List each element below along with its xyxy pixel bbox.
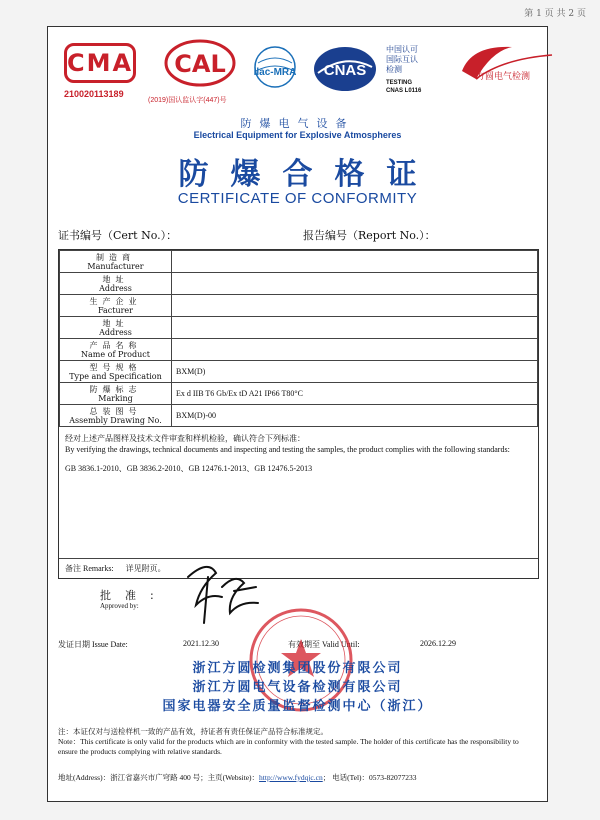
row-value: BXM(D)-00: [172, 405, 538, 427]
table-row: [60, 295, 538, 317]
issue-date-value: 2021.12.30: [183, 639, 219, 648]
cnas-caption-en: TESTING CNAS L0116: [386, 80, 422, 94]
statement-cn: 经对上述产品图样及技术文件审查和样机检验，确认符合下列标准：: [65, 434, 305, 443]
cnas-logo-text: CNAS: [323, 62, 367, 79]
issue-date-label: 发证日期 Issue Date:: [58, 640, 128, 649]
organization-3: 国家电器安全质量监督检测中心（浙江）: [162, 699, 433, 714]
row-value: [172, 295, 538, 317]
approved-label-cn: 批准:: [100, 589, 168, 602]
table-row: [60, 405, 538, 427]
cma-mark: CMA: [64, 43, 136, 83]
conformity-statement: [59, 427, 538, 455]
category-cn: 防爆电气设备: [240, 117, 355, 130]
row-label-cn: 地址: [102, 274, 129, 284]
row-label-cn: 生产企业: [89, 296, 142, 306]
remarks: [59, 558, 538, 578]
row-label-en: Assembly Drawing No.: [69, 415, 162, 425]
cal-logo: [164, 39, 236, 87]
title-en: CERTIFICATE OF CONFORMITY: [177, 190, 418, 207]
cma-number: 210020113189: [64, 89, 124, 99]
organization-2: 浙江方圆电气设备检测有限公司: [192, 680, 403, 695]
remarks-value: 详见附页。: [125, 564, 166, 573]
row-value: [172, 273, 538, 295]
standards-list: GB 3836.1-2010、GB 3836.2-2010、GB 12476.1-2013、GB 12476.5-2013: [65, 464, 313, 473]
table-row: [60, 317, 538, 339]
fangyuan-logo: [452, 41, 562, 91]
table-row: [60, 251, 538, 273]
row-value: [172, 317, 538, 339]
valid-until-label: 有效期至 Valid Until:: [288, 640, 360, 649]
website-link[interactable]: http://www.fydqjc.cn: [259, 773, 323, 782]
row-value: BXM(D): [172, 361, 538, 383]
row-label-en: Marking: [98, 393, 133, 403]
row-label-en: Address: [99, 283, 132, 293]
row-label-cn: 总装图号: [89, 406, 142, 416]
report-number-label: 报告编号（Report No.）：: [303, 229, 436, 242]
row-value: [172, 251, 538, 273]
cma-logo: [64, 43, 136, 99]
row-label-en: Name of Product: [81, 349, 150, 359]
address-text: 地址(Address)：浙江省嘉兴市广穹路 400 号；主页(Website)：: [58, 773, 260, 782]
row-label-cn: 地址: [102, 318, 129, 328]
row-label-cn: 制造商: [96, 252, 135, 262]
table-row: [60, 361, 538, 383]
row-value: Ex d IIB T6 Gb/Ex tD A21 IP66 T80°C: [172, 383, 538, 405]
row-label-en: Facturer: [97, 305, 133, 315]
cal-logo-text: CAL: [174, 50, 226, 78]
cert-number-label: 证书编号（Cert No.）：: [58, 229, 178, 242]
telephone-text: ； 电话(Tel)：0573-82077233: [322, 773, 417, 782]
details-table: [59, 250, 538, 427]
row-label-cn: 防爆标志: [89, 384, 142, 394]
ilac-logo-text: ilac-MRA: [253, 67, 297, 78]
row-label-cn: 型号规格: [89, 362, 142, 372]
table-row: [60, 339, 538, 361]
row-label-cn: 产品名称: [89, 340, 142, 350]
logo-bar: [64, 35, 537, 103]
note-cn: 注：本证仅对与送检样机一致的产品有效，持证者有责任保证产品符合标准规定。: [58, 727, 328, 736]
approved-label-en: Approved by:: [100, 602, 139, 610]
title-cn: 防爆合格证: [178, 157, 439, 192]
row-value: [172, 339, 538, 361]
table-row: [60, 273, 538, 295]
cal-note: (2019)国认监认字(447)号: [148, 97, 227, 104]
cnas-caption-cn: 中国认可 国际互认 检测: [386, 45, 418, 74]
category-en: Electrical Equipment for Explosive Atmospheres: [193, 130, 402, 140]
valid-until-value: 2026.12.29: [420, 639, 456, 648]
statement-en: By verifying the drawings, technical documents and inspecting and testing the samples, the product complies with the following standards:: [65, 445, 510, 454]
certificate: [47, 26, 548, 802]
organization-1: 浙江方圆检测集团股份有限公司: [192, 661, 403, 676]
row-label-en: Manufacturer: [87, 261, 144, 271]
page-number: 第 1 页 共 2 页: [524, 9, 586, 19]
details-box: [58, 249, 539, 579]
row-label-en: Type and Specification: [69, 371, 162, 381]
row-label-en: Address: [99, 327, 132, 337]
notes: [58, 727, 539, 757]
cnas-logo: [312, 43, 378, 95]
fangyuan-name: 方圆电气检测: [476, 72, 531, 82]
ilac-mra-logo: [244, 45, 306, 93]
table-row: [60, 383, 538, 405]
contact-line: [58, 772, 539, 783]
note-en: Note：This certificate is only valid for the products which are in conformity with the tested sample. The holder of this certificate has the responsibility to ensure the products complying with relative standards.: [58, 737, 519, 756]
remarks-label: 备注 Remarks:: [65, 564, 114, 573]
